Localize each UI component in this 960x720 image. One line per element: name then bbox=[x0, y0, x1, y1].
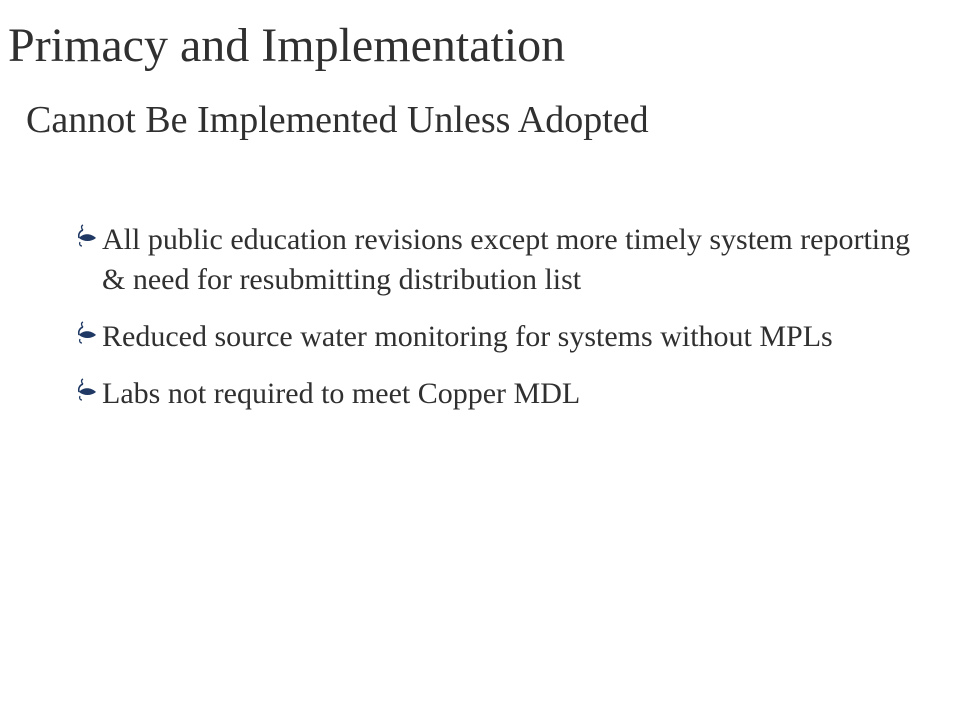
bullet-text: All public education revisions except more timely system reporting & need for resubmitting distribution list bbox=[102, 223, 911, 296]
fleuron-icon bbox=[76, 320, 98, 346]
slide-title: Primacy and Implementation bbox=[8, 19, 566, 72]
bullet-text: Reduced source water monitoring for systems without MPLs bbox=[102, 320, 833, 353]
bullet-item bbox=[76, 317, 936, 357]
bullet-list bbox=[76, 220, 936, 431]
bullet-text: Labs not required to meet Copper MDL bbox=[102, 377, 581, 410]
fleuron-icon bbox=[76, 377, 98, 403]
slide-subtitle: Cannot Be Implemented Unless Adopted bbox=[26, 99, 649, 141]
bullet-item bbox=[76, 374, 936, 414]
fleuron-icon bbox=[76, 223, 98, 249]
bullet-item bbox=[76, 220, 936, 300]
